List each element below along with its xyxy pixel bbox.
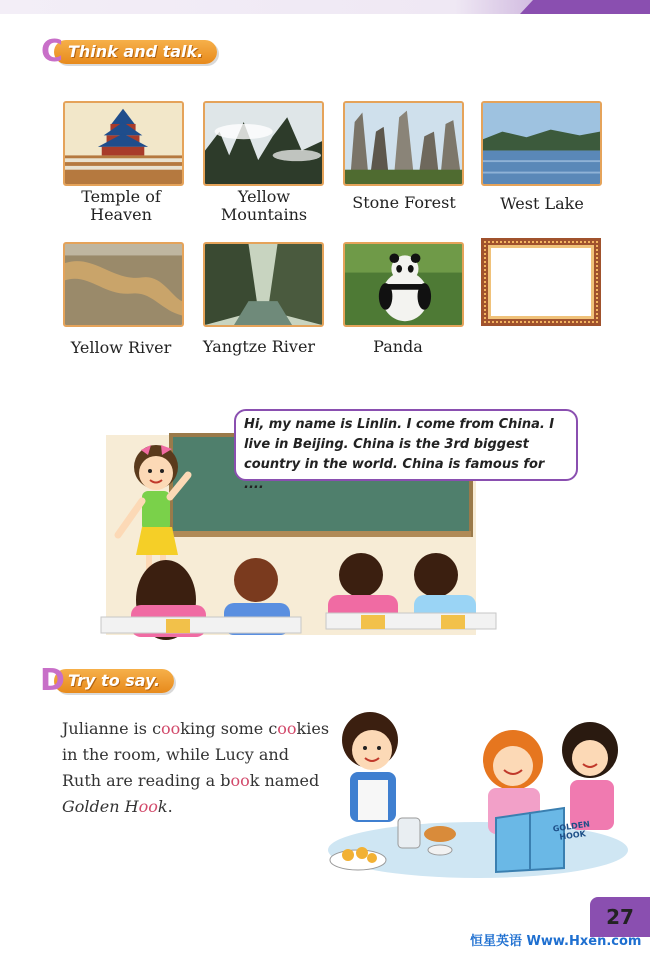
book-cover-text: GOLDEN HOOK [552,819,591,842]
photo-yellow-mountains [203,101,324,186]
caption-yellow-river: Yellow River [70,338,172,357]
caption-west-lake: West Lake [500,194,584,213]
section-c-header [40,34,217,69]
oo-highlight: oo [161,719,181,738]
text-part: kies in the room, while Lucy and Ruth are reading a b [62,719,330,790]
oo-highlight: oo [138,797,158,816]
text-part: king some c [180,719,278,738]
caption-yellow-mountains: Yellow Mountains [220,187,308,224]
section-c-title: Think and talk. [54,40,217,64]
oo-highlight: oo [230,771,250,790]
try-to-say-text [62,716,332,820]
section-d-title: Try to say. [54,669,174,693]
caption-panda: Panda [373,337,423,356]
book-title-part: k [157,797,168,816]
photo-panda [343,242,464,327]
book-title-part: H [124,797,139,816]
top-band [0,0,650,14]
book-title-part: Golden [62,797,120,816]
footer-watermark: 恒星英语 Www.Hxen.com [470,934,642,949]
photo-stone-forest [343,101,464,186]
photo-temple-of-heaven [63,101,184,186]
photo-yangtze-river [203,242,324,327]
photo-yellow-river [63,242,184,327]
caption-stone-forest: Stone Forest [352,193,456,212]
photo-west-lake [481,101,602,186]
oo-highlight: oo [277,719,297,738]
text-part: Julianne is c [62,719,162,738]
caption-temple-of-heaven: Temple of Heaven [81,187,161,224]
section-c-letter: C [40,34,64,69]
page-number: 27 [590,897,650,937]
empty-picture-frame [481,238,601,326]
section-d-letter: D [40,663,65,698]
text-part: . [167,797,173,816]
text-part: k named [249,771,320,790]
caption-yangtze-river: Yangtze River [202,337,316,356]
speech-bubble: Hi, my name is Linlin. I come from China. I live in Beijing. China is the 3rd biggest country in the world. China is famous for .... [234,409,578,481]
section-d-header [40,663,174,698]
cooking-reading-illustration [328,700,638,880]
